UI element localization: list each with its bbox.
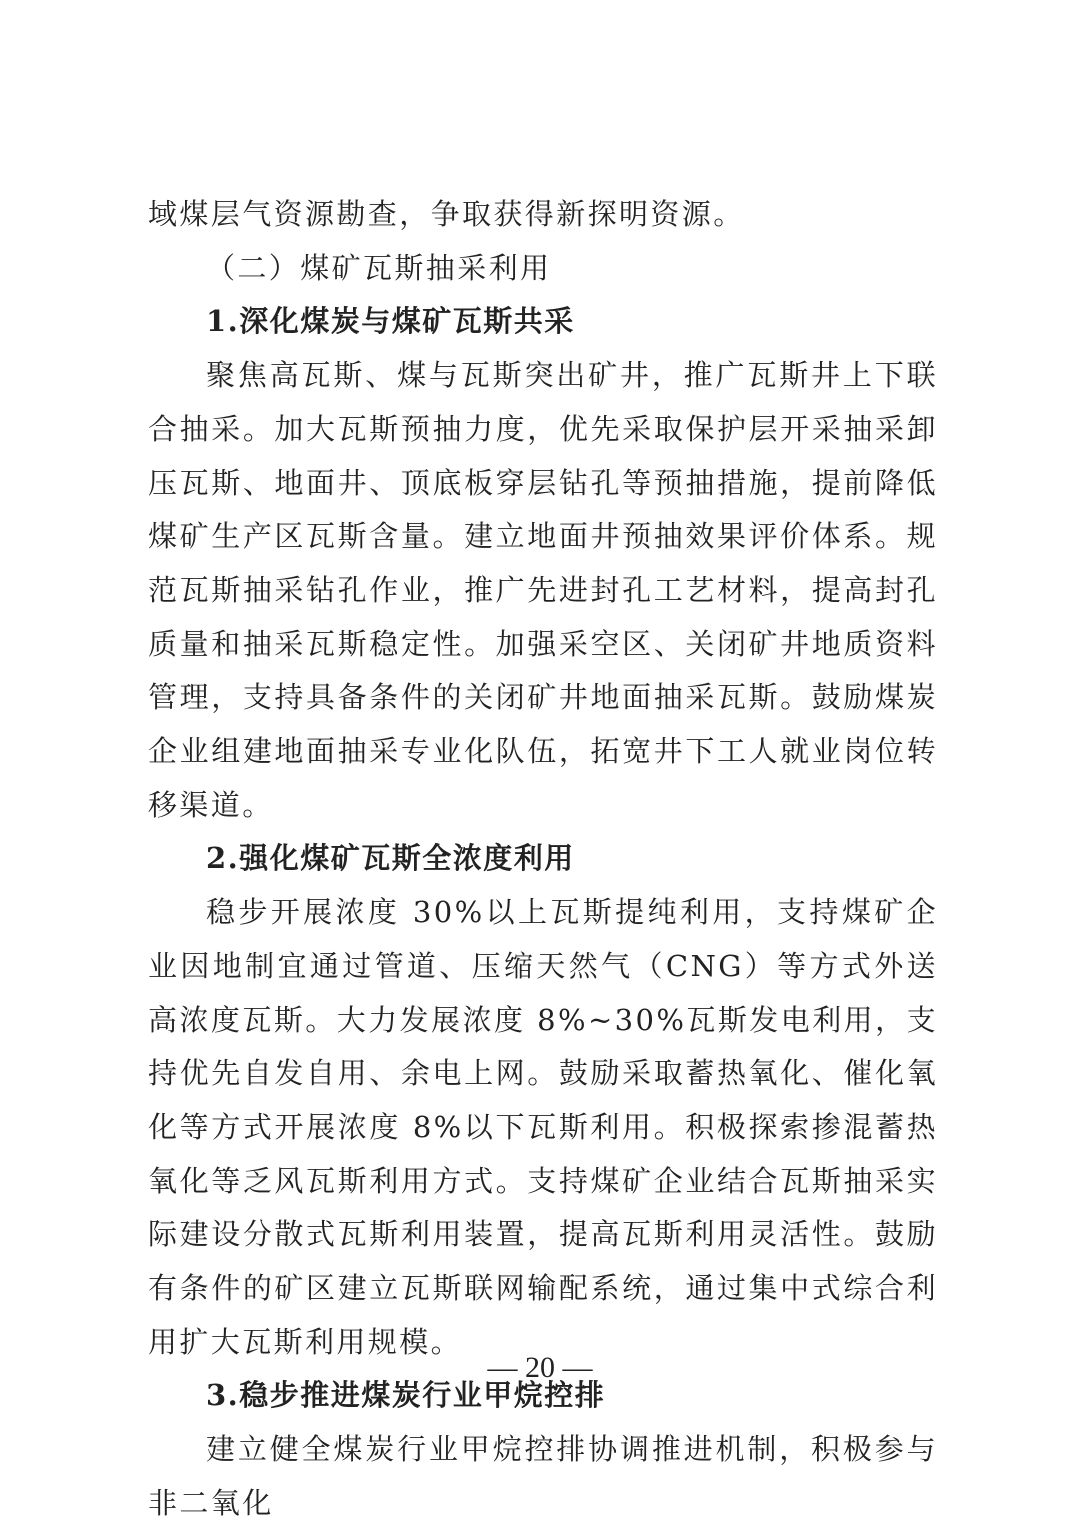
page-number: — 20 — [487,1351,593,1384]
section-title: （二）煤矿瓦斯抽采利用 [206,250,552,285]
subheading-1: 1.深化煤炭与煤矿瓦斯共采 [206,304,575,339]
paragraph-1: 聚焦高瓦斯、煤与瓦斯突出矿井，推广瓦斯井上下联合抽采。加大瓦斯预抽力度，优先采取保护层开采抽采卸压瓦斯、地面井、顶底板穿层钻孔等预抽措施，提前降低煤矿生产区瓦斯含量。建立地面井预抽效果评价体系。规范瓦斯抽采钻孔作业，推广先进封孔工艺材料，提高封孔质量和抽采瓦斯稳定性。加强采空区、关闭矿井地质资料管理，支持具备条件的关闭矿井地面抽采瓦斯。鼓励煤炭企业组建地面抽采专业化队伍，拓宽井下工人就业岗位转移渠道。 [148,358,938,822]
subheading-2: 2.强化煤矿瓦斯全浓度利用 [206,841,575,876]
paragraph-2: 稳步开展浓度 30%以上瓦斯提纯利用，支持煤矿企业因地制宜通过管道、压缩天然气（CNG）等方式外送高浓度瓦斯。大力发展浓度 8%~30%瓦斯发电利用，支持优先自发自用、余电上网。鼓励采取蓄热氧化、催化氧化等方式开展浓度 8%以下瓦斯利用。积极探索掺混蓄热氧化等乏风瓦斯利用方式。支持煤矿企业结合瓦斯抽采实际建设分散式瓦斯利用装置，提高瓦斯利用灵活性。鼓励有条件的矿区建立瓦斯联网输配系统，通过集中式综合利用扩大瓦斯利用规模。 [148,895,938,1359]
paragraph-continuation: 域煤层气资源勘查，争取获得新探明资源。 [148,197,745,231]
document-body [148,188,938,1531]
paragraph-3: 建立健全煤炭行业甲烷控排协调推进机制，积极参与非二氧化 [148,1432,938,1520]
subheading-3: 3.稳步推进煤炭行业甲烷控排 [206,1378,606,1413]
